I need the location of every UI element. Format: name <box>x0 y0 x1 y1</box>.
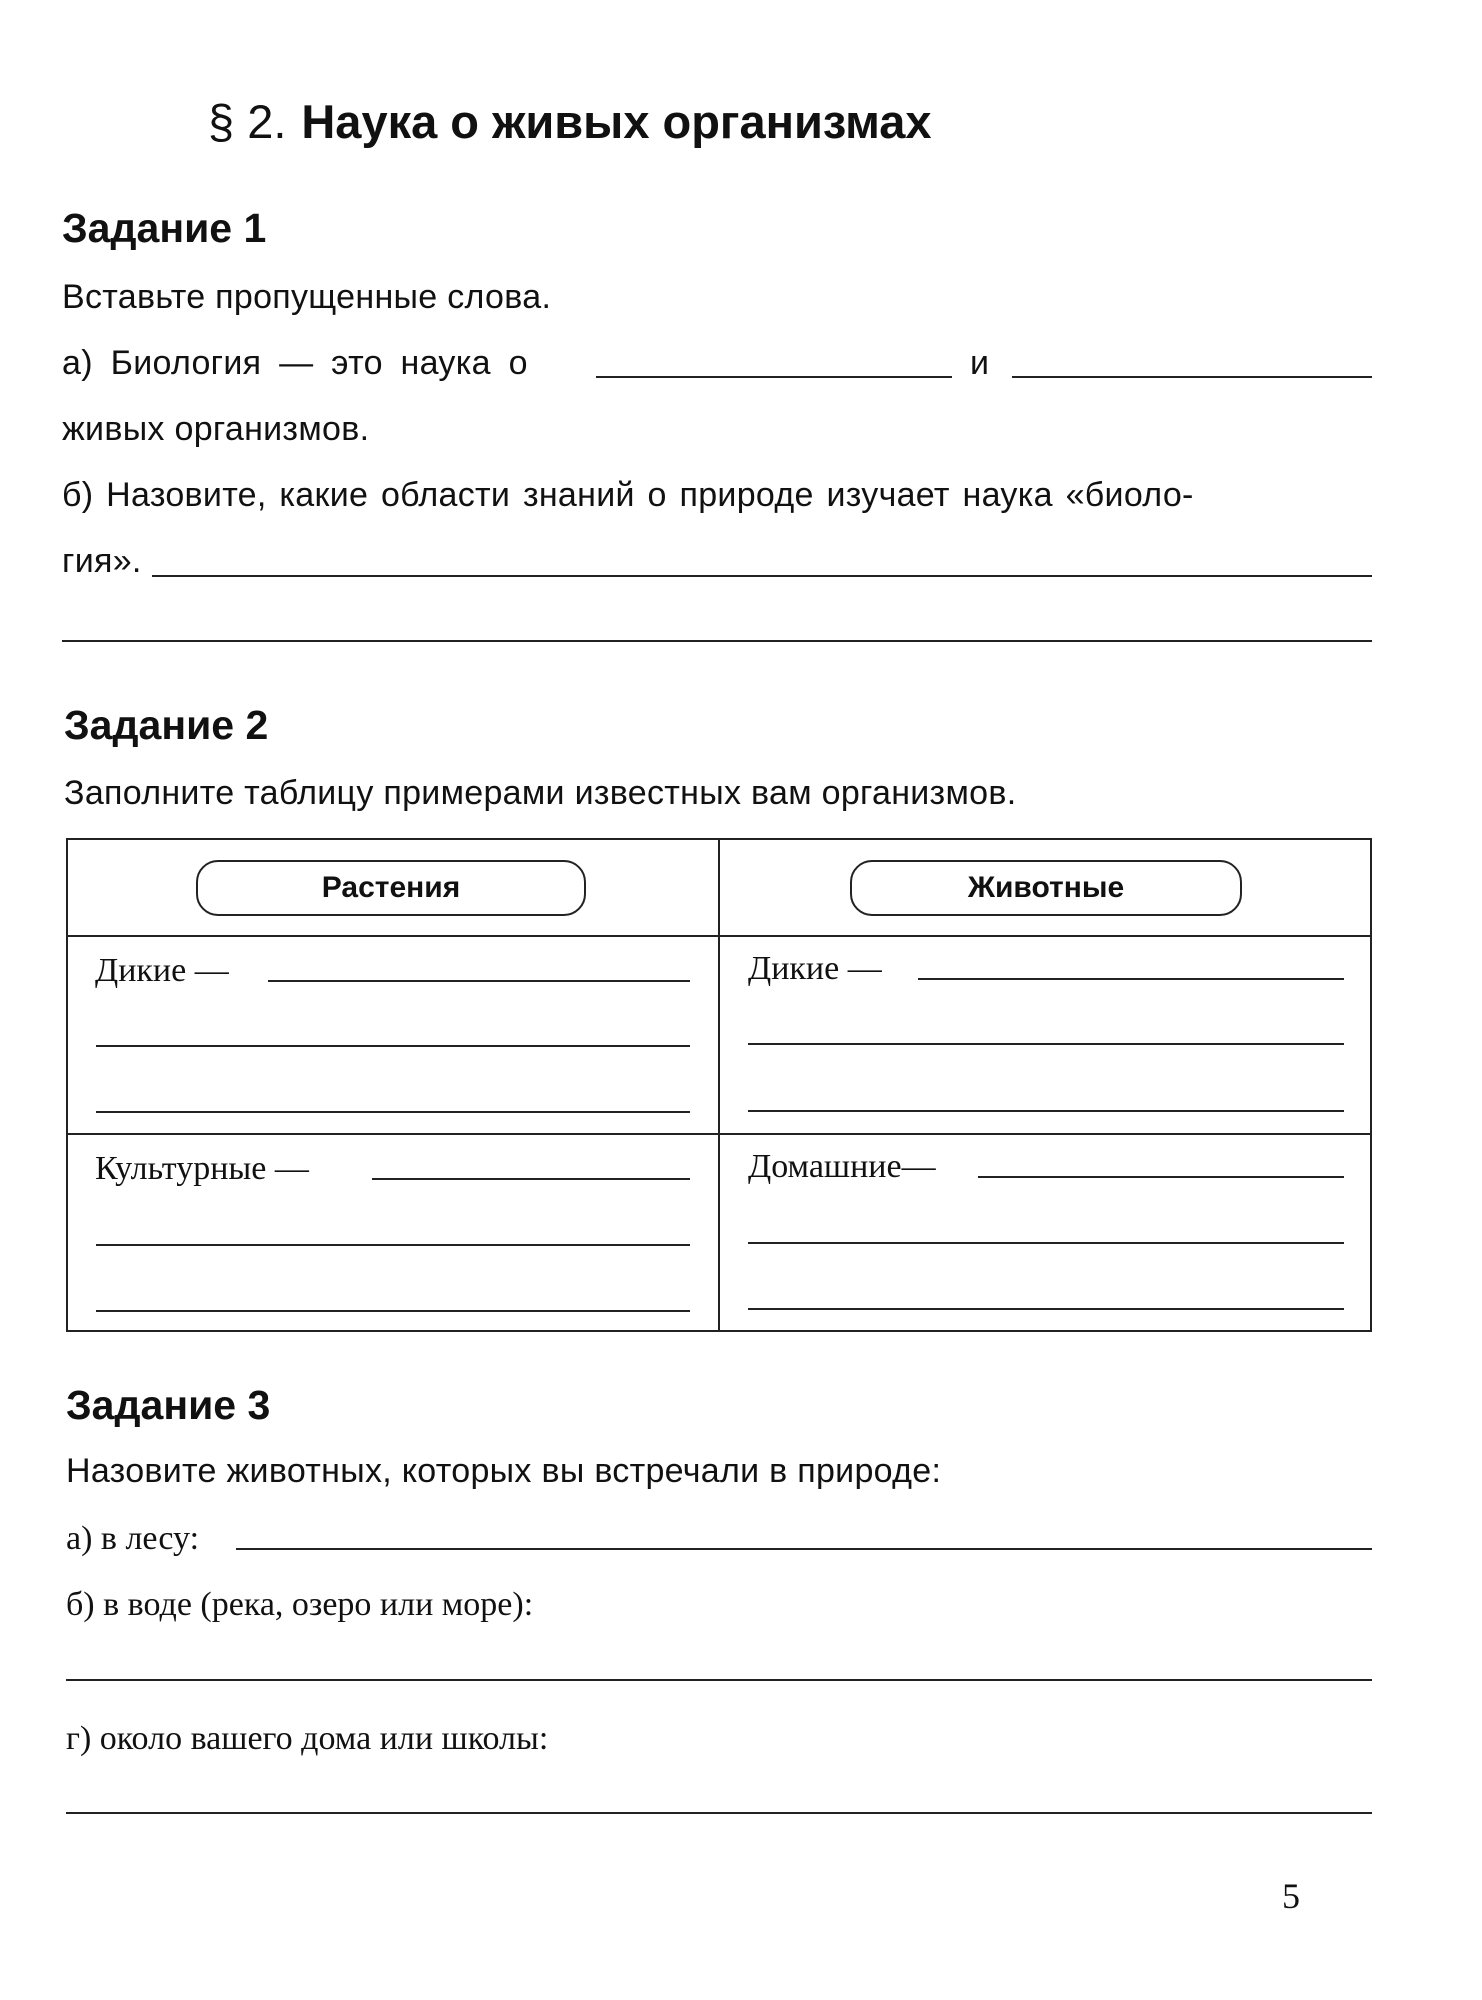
plants-cultivated-blank3[interactable] <box>96 1310 690 1312</box>
animals-wild-blank2[interactable] <box>748 1043 1344 1045</box>
task1-b-blank2[interactable] <box>62 640 1372 642</box>
plants-cultivated-label: Культурные — <box>95 1150 309 1187</box>
plants-cultivated-blank1[interactable] <box>372 1178 690 1180</box>
plants-wild-blank2[interactable] <box>96 1045 690 1047</box>
task1-b-blank1[interactable] <box>152 575 1372 577</box>
plants-wild-label: Дикие — <box>95 952 229 989</box>
section-title: Наука о живых организмах <box>301 95 932 148</box>
task3-b-blank[interactable] <box>66 1679 1372 1681</box>
task1-b-start: б) Назовите, какие области знаний о природе изучает наука «биоло- <box>62 476 1194 514</box>
plants-wild-blank3[interactable] <box>96 1111 690 1113</box>
task1-a-start: а) Биология — это наука о <box>62 344 528 382</box>
task3-instruction: Назовите животных, которых вы встречали в природе: <box>66 1452 942 1490</box>
task1-a-and: и <box>970 344 990 382</box>
animals-wild-blank1[interactable] <box>918 978 1344 980</box>
page-number: 5 <box>1282 1876 1300 1916</box>
table-column-divider <box>718 838 720 1332</box>
task1-heading: Задание 1 <box>62 205 267 251</box>
plants-cultivated-blank2[interactable] <box>96 1244 690 1246</box>
task3-heading: Задание 3 <box>66 1382 271 1428</box>
plants-header: Растения <box>196 860 586 916</box>
task3-item-a: а) в лесу: <box>66 1520 200 1557</box>
section-number: § 2. <box>208 95 287 148</box>
task3-a-blank[interactable] <box>236 1548 1372 1550</box>
task1-a-end: живых организмов. <box>62 410 370 448</box>
animals-wild-label: Дикие — <box>748 950 882 987</box>
task1-b-end: гия». <box>62 542 142 580</box>
task1-a-blank1[interactable] <box>596 376 952 378</box>
animals-domestic-label: Домашние— <box>748 1148 936 1185</box>
animals-domestic-blank2[interactable] <box>748 1242 1344 1244</box>
task2-heading: Задание 2 <box>64 702 269 748</box>
task1-a-blank2[interactable] <box>1012 376 1372 378</box>
task3-item-b: б) в воде (река, озеро или море): <box>66 1586 534 1623</box>
animals-wild-blank3[interactable] <box>748 1110 1344 1112</box>
plants-wild-blank1[interactable] <box>268 980 690 982</box>
task1-instruction: Вставьте пропущенные слова. <box>62 278 552 316</box>
animals-domestic-blank3[interactable] <box>748 1308 1344 1310</box>
table-header-divider <box>66 935 1372 937</box>
page-title <box>208 94 932 150</box>
animals-domestic-blank1[interactable] <box>978 1176 1344 1178</box>
animals-header: Животные <box>850 860 1242 916</box>
table-row-divider <box>66 1133 1372 1135</box>
task3-g-blank[interactable] <box>66 1812 1372 1814</box>
task3-item-g: г) около вашего дома или школы: <box>66 1720 549 1757</box>
task2-instruction: Заполните таблицу примерами известных вам организмов. <box>64 774 1017 812</box>
